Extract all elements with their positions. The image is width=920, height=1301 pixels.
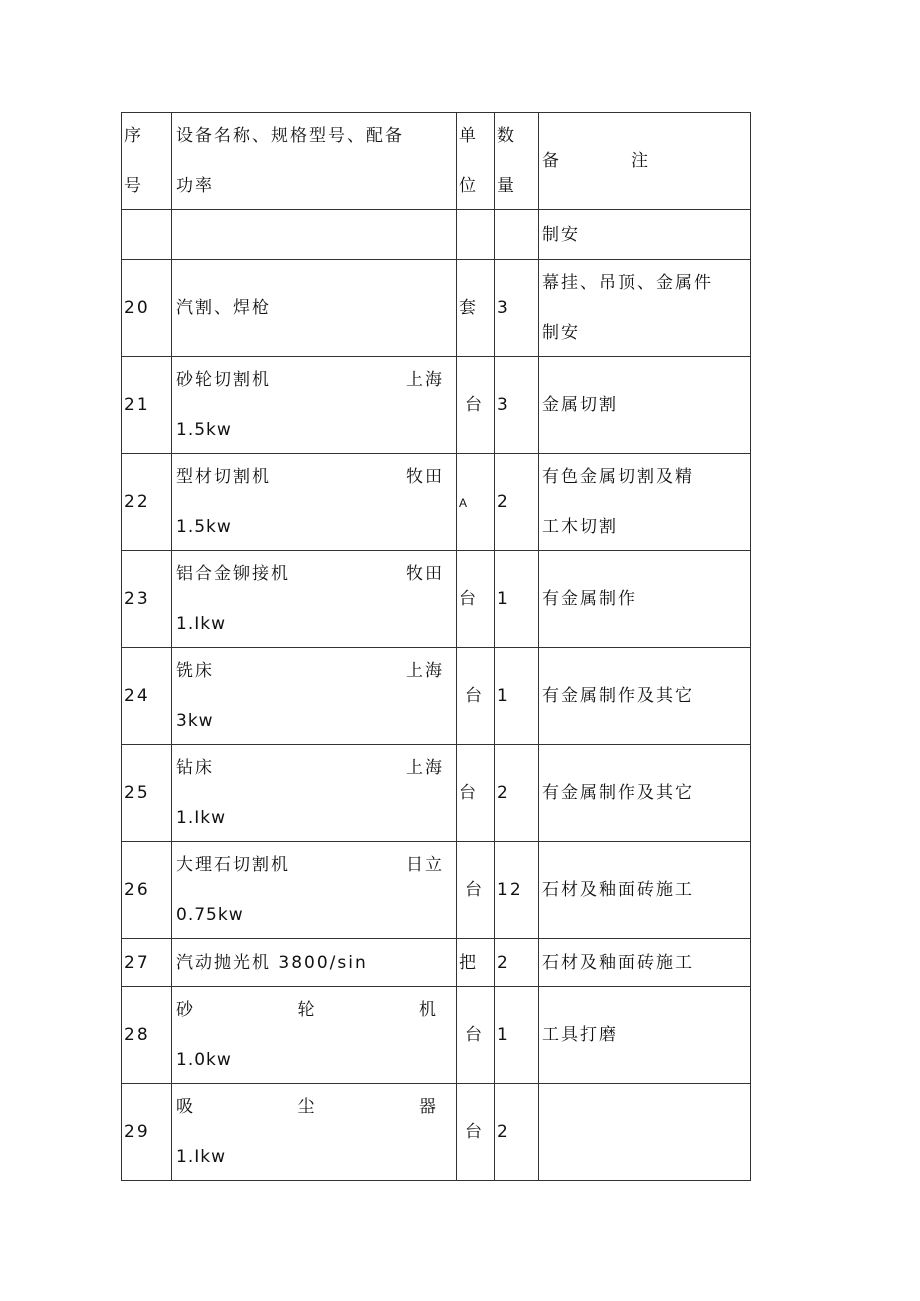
note-cell bbox=[539, 454, 751, 551]
note-cell bbox=[539, 357, 751, 454]
unit-cell bbox=[457, 987, 495, 1084]
unit-cell bbox=[457, 357, 495, 454]
equipment-maker: 牧田 bbox=[406, 564, 444, 584]
unit-value: 台 bbox=[465, 686, 484, 706]
note-cell bbox=[539, 939, 751, 987]
header-qty-1: 数 bbox=[497, 126, 516, 146]
row-number: 23 bbox=[122, 551, 172, 648]
header-seq-1: 序 bbox=[124, 126, 143, 146]
unit-value: 台 bbox=[465, 880, 484, 900]
unit-value: 台 bbox=[465, 1025, 484, 1045]
note-line-2: 工木切割 bbox=[542, 517, 618, 537]
equipment-name-cell bbox=[172, 842, 457, 939]
unit-cell bbox=[457, 260, 495, 357]
header-note-a: 备 bbox=[542, 151, 561, 171]
equipment-name-char: 砂 bbox=[176, 1000, 195, 1020]
equipment-power: 1.5kw bbox=[176, 420, 232, 440]
table-row bbox=[122, 454, 751, 551]
note-line-1: 石材及釉面砖施工 bbox=[542, 952, 694, 973]
unit-cell bbox=[457, 939, 495, 987]
row-number: 26 bbox=[122, 842, 172, 939]
note-line-1: 石材及釉面砖施工 bbox=[542, 880, 694, 900]
header-note bbox=[539, 113, 751, 210]
note-line-1: 工具打磨 bbox=[542, 1025, 618, 1045]
header-unit-1: 单 bbox=[459, 126, 478, 146]
equipment-name: 型材切割机 bbox=[176, 467, 271, 487]
equipment-power: 1.0kw bbox=[176, 1050, 232, 1070]
equipment-name-char: 机 bbox=[419, 1000, 438, 1020]
unit-cell bbox=[457, 648, 495, 745]
row-number: 21 bbox=[122, 357, 172, 454]
equipment-name: 汽动抛光机 3800/sin bbox=[176, 952, 368, 973]
table-row bbox=[122, 357, 751, 454]
unit-value: A bbox=[459, 495, 468, 510]
carry-row bbox=[122, 210, 751, 260]
header-name-1: 设备名称、规格型号、配备 bbox=[176, 126, 404, 146]
equipment-name-char: 轮 bbox=[297, 1000, 317, 1020]
equipment-name-cell bbox=[172, 745, 457, 842]
equipment-name-cell bbox=[172, 1084, 457, 1181]
row-number: 24 bbox=[122, 648, 172, 745]
quantity-cell: 3 bbox=[495, 260, 539, 357]
equipment-name-char: 尘 bbox=[297, 1097, 317, 1117]
unit-cell bbox=[457, 842, 495, 939]
equipment-power: 1.5kw bbox=[176, 517, 232, 537]
note-cell bbox=[539, 745, 751, 842]
unit-value: 台 bbox=[465, 1122, 484, 1142]
table-row bbox=[122, 842, 751, 939]
unit-value: 把 bbox=[459, 952, 478, 973]
note-cell bbox=[539, 1084, 751, 1181]
equipment-name-char: 吸 bbox=[176, 1097, 195, 1117]
quantity-cell: 2 bbox=[495, 745, 539, 842]
unit-cell bbox=[457, 454, 495, 551]
table-row bbox=[122, 260, 751, 357]
equipment-power: 1.Ikw bbox=[176, 808, 226, 828]
note-cell bbox=[539, 551, 751, 648]
note-line-1: 有金属制作 bbox=[542, 589, 637, 609]
equipment-maker: 上海 bbox=[406, 661, 444, 681]
equipment-power: 1.Ikw bbox=[176, 614, 226, 634]
equipment-name: 钻床 bbox=[176, 758, 214, 778]
header-name bbox=[172, 113, 457, 210]
header-row bbox=[122, 113, 751, 210]
equipment-maker: 上海 bbox=[406, 758, 444, 778]
table-row bbox=[122, 648, 751, 745]
header-unit bbox=[457, 113, 495, 210]
unit-cell bbox=[457, 551, 495, 648]
note-line-1: 金属切割 bbox=[542, 395, 618, 415]
unit-value: 台 bbox=[459, 589, 478, 609]
equipment-name: 砂轮切割机 bbox=[176, 370, 271, 390]
table-row bbox=[122, 551, 751, 648]
equipment-maker: 上海 bbox=[406, 370, 444, 390]
equipment-name-cell bbox=[172, 454, 457, 551]
equipment-name-char: 器 bbox=[419, 1097, 438, 1117]
quantity-cell: 2 bbox=[495, 939, 539, 987]
unit-cell bbox=[457, 745, 495, 842]
row-number: 20 bbox=[122, 260, 172, 357]
header-qty bbox=[495, 113, 539, 210]
equipment-name: 铣床 bbox=[176, 661, 214, 681]
quantity-cell: 1 bbox=[495, 551, 539, 648]
equipment-name: 汽割、焊枪 bbox=[176, 298, 271, 318]
equipment-maker: 日立 bbox=[406, 855, 444, 875]
row-number: 25 bbox=[122, 745, 172, 842]
table-row bbox=[122, 939, 751, 987]
quantity-cell: 1 bbox=[495, 987, 539, 1084]
unit-value: 套 bbox=[459, 298, 478, 318]
quantity-cell: 3 bbox=[495, 357, 539, 454]
equipment-name-cell bbox=[172, 987, 457, 1084]
header-qty-2: 量 bbox=[497, 176, 516, 196]
table-row bbox=[122, 987, 751, 1084]
equipment-maker: 牧田 bbox=[406, 467, 444, 487]
note-line-1: 幕挂、吊顶、金属件 bbox=[542, 273, 713, 293]
quantity-cell: 1 bbox=[495, 648, 539, 745]
quantity-cell: 12 bbox=[495, 842, 539, 939]
equipment-power: 0.75kw bbox=[176, 905, 244, 925]
header-seq bbox=[122, 113, 172, 210]
equipment-power: 1.Ikw bbox=[176, 1147, 226, 1167]
row-number: 27 bbox=[122, 939, 172, 987]
header-seq-2: 号 bbox=[124, 176, 143, 196]
header-unit-2: 位 bbox=[459, 176, 478, 196]
equipment-power: 3kw bbox=[176, 711, 214, 731]
note-line-1: 有金属制作及其它 bbox=[542, 783, 694, 803]
table-row bbox=[122, 745, 751, 842]
equipment-name-cell bbox=[172, 648, 457, 745]
note-cell bbox=[539, 987, 751, 1084]
equipment-name: 大理石切割机 bbox=[176, 855, 290, 875]
equipment-name: 铝合金铆接机 bbox=[176, 564, 290, 584]
note-line-1: 有色金属切割及精 bbox=[542, 467, 694, 487]
note-cell bbox=[539, 260, 751, 357]
equipment-name-cell bbox=[172, 939, 457, 987]
note-cell bbox=[539, 842, 751, 939]
equipment-table bbox=[121, 112, 751, 1181]
note-line-1: 有金属制作及其它 bbox=[542, 686, 694, 706]
equipment-name-cell bbox=[172, 357, 457, 454]
row-number: 28 bbox=[122, 987, 172, 1084]
unit-cell bbox=[457, 1084, 495, 1181]
note-cell bbox=[539, 648, 751, 745]
unit-value: 台 bbox=[465, 395, 484, 415]
header-note-b: 注 bbox=[631, 151, 650, 171]
header-name-2: 功率 bbox=[176, 176, 214, 196]
note-line-2: 制安 bbox=[542, 323, 580, 343]
unit-value: 台 bbox=[459, 783, 478, 803]
equipment-name-cell bbox=[172, 551, 457, 648]
row-number: 22 bbox=[122, 454, 172, 551]
equipment-name-cell bbox=[172, 260, 457, 357]
row-number: 29 bbox=[122, 1084, 172, 1181]
carry-note: 制安 bbox=[539, 210, 751, 260]
quantity-cell: 2 bbox=[495, 454, 539, 551]
table-row bbox=[122, 1084, 751, 1181]
quantity-cell: 2 bbox=[495, 1084, 539, 1181]
